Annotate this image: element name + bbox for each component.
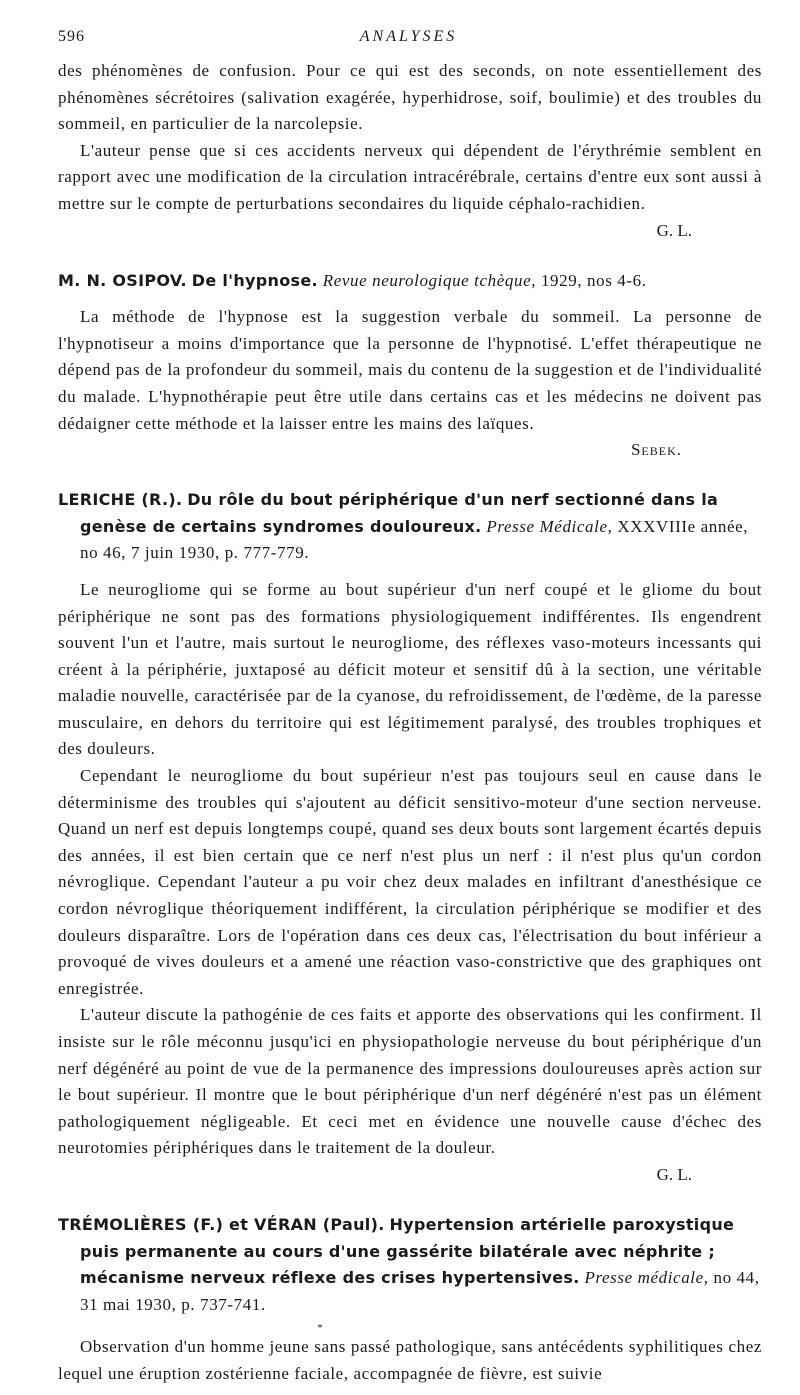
review-3-heading [58, 1212, 762, 1318]
review-2-journal: Presse Médicale, [486, 516, 613, 536]
review-2-paragraph-2: Cependant le neurogliome du bout supérieur n'est pas toujours seul en cause dans le déterminisme des troubles qui s'ajoutent au déficit sensitivo-moteur d'une section nerveuse. Quand un nerf est depuis longtemps coupé, quand ses deux bouts sont largement écartés depuis des années, il est bien certain que ce nerf n'est plus un nerf : il n'est plus qu'un cordon névroglique. Cependant l'auteur a pu voir chez deux malades en infiltrant d'anesthésique ce cordon névroglique théoriquement indifférent, la circulation périphérique se modifier et des douleurs disparaître. Lors de l'opération dans ces deux cas, l'électrisation du bout inférieur a provoqué de vives douleurs et a amené une réaction vaso-constrictive que des graphiques ont enregistrée. [58, 766, 762, 998]
review-3-citation: no 44, 31 mai 1930, p. 737-741. [80, 1268, 760, 1314]
review-1-heading [58, 268, 762, 295]
review-2-title: Du rôle du bout périphérique d'un nerf sectionné dans la genèse de certains syndromes douloureux. [80, 490, 719, 536]
review-1-title: De l'hypnose. [191, 270, 318, 290]
review-1-authors: M. N. OSIPOV. [58, 270, 187, 290]
intro-paragraph-1: des phénomènes de confusion. Pour ce qui est des seconds, on note essentiellement des phénomènes sécrétoires (salivation exagérée, hyperhidrose, soif, boulimie) et des troubles du sommeil, en particulier de la narcolepsie. [58, 61, 762, 134]
review-2-signature: G. L. [656, 1164, 692, 1184]
review-1-journal: Revue neurologique tchèque, [322, 270, 537, 290]
review-3-journal: Presse médicale, [584, 1268, 709, 1288]
review-2-paragraph-3: L'auteur discute la pathogénie de ces faits et apporte des observations qui les confirment. Il insiste sur le rôle méconnu jusqu'ici en physiopathologie nerveuse du bout périphérique d'un nerf dégénéré au point de vue de la permanence des impressions douloureuses après action sur le bout supérieur. Il montre que le bout périphérique d'un nerf dégénéré n'est pas un élément pathologiquement négligeable. Et ceci met en évidence une nouvelle cause d'échec des neurotomies périphériques dans le traitement de la douleur. [58, 1005, 762, 1158]
review-3-authors: TRÉMOLIÈRES (F.) et VÉRAN (Paul). [58, 1214, 385, 1234]
review-1-signature: Sebek. [630, 440, 682, 460]
review-2-authors: LERICHE (R.). [58, 490, 183, 510]
review-3-body: Observation d'un homme jeune sans passé pathologique, sans antécédents syphilitiques chez lequel une éruption zostérienne faciale, accompagnée de fièvre, est suivie [58, 1337, 762, 1383]
review-1-body: La méthode de l'hypnose est la suggestion verbale du sommeil. La personne de l'hypnotiseur a moins d'importance que la personne de l'hypnotisé. L'effet thérapeutique ne dépend pas de la profondeur du sommeil, mais du contenu de la suggestion et de l'individualité du malade. L'hypnothérapie peut être utile dans certains cas et les médecins ne doivent pas dédaigner cette méthode et la laisser entre les mains des laïques. [58, 307, 762, 433]
review-3-title: Hypertension artérielle paroxystique puis permanente au cours d'une gassérite bilatérale avec néphrite ; mécanisme nerveux réflexe des crises hypertensives. [80, 1214, 735, 1288]
separator-star: * [317, 1323, 323, 1335]
intro-signature: G. L. [656, 220, 692, 240]
running-title: ANALYSES [359, 28, 458, 45]
page-number: 596 [58, 28, 85, 45]
review-2-paragraph-1: Le neurogliome qui se forme au bout supérieur d'un nerf coupé et le gliome du bout périphérique ne sont pas des formations physiologiquement indifférentes. Ils engendrent souvent l'un et l'autre, mais surtout le neurogliome, des réflexes vaso-moteurs incessants qui créent à la périphérie, juxtaposé au déficit moteur et sensitif dû à la section, une véritable maladie nouvelle, caractérisée par de la cyanose, du refroidissement, de l'œdème, de la paresse musculaire, en dehors du territoire qui est légitimement paralysé, des troubles trophiques et des douleurs. [58, 579, 762, 759]
intro-paragraph-2: L'auteur pense que si ces accidents nerveux qui dépendent de l'érythrémie semblent en rapport avec une modification de la circulation intracérébrale, certains d'entre eux sont aussi à mettre sur le compte de perturbations secondaires du liquide céphalo-rachidien. [58, 140, 762, 213]
review-2-heading [58, 487, 762, 567]
running-header [58, 28, 762, 46]
review-1-citation: 1929, nos 4-6. [540, 270, 647, 290]
review-2-citation: XXXVIIIe année, no 46, 7 juin 1930, p. 777-779. [80, 516, 749, 563]
